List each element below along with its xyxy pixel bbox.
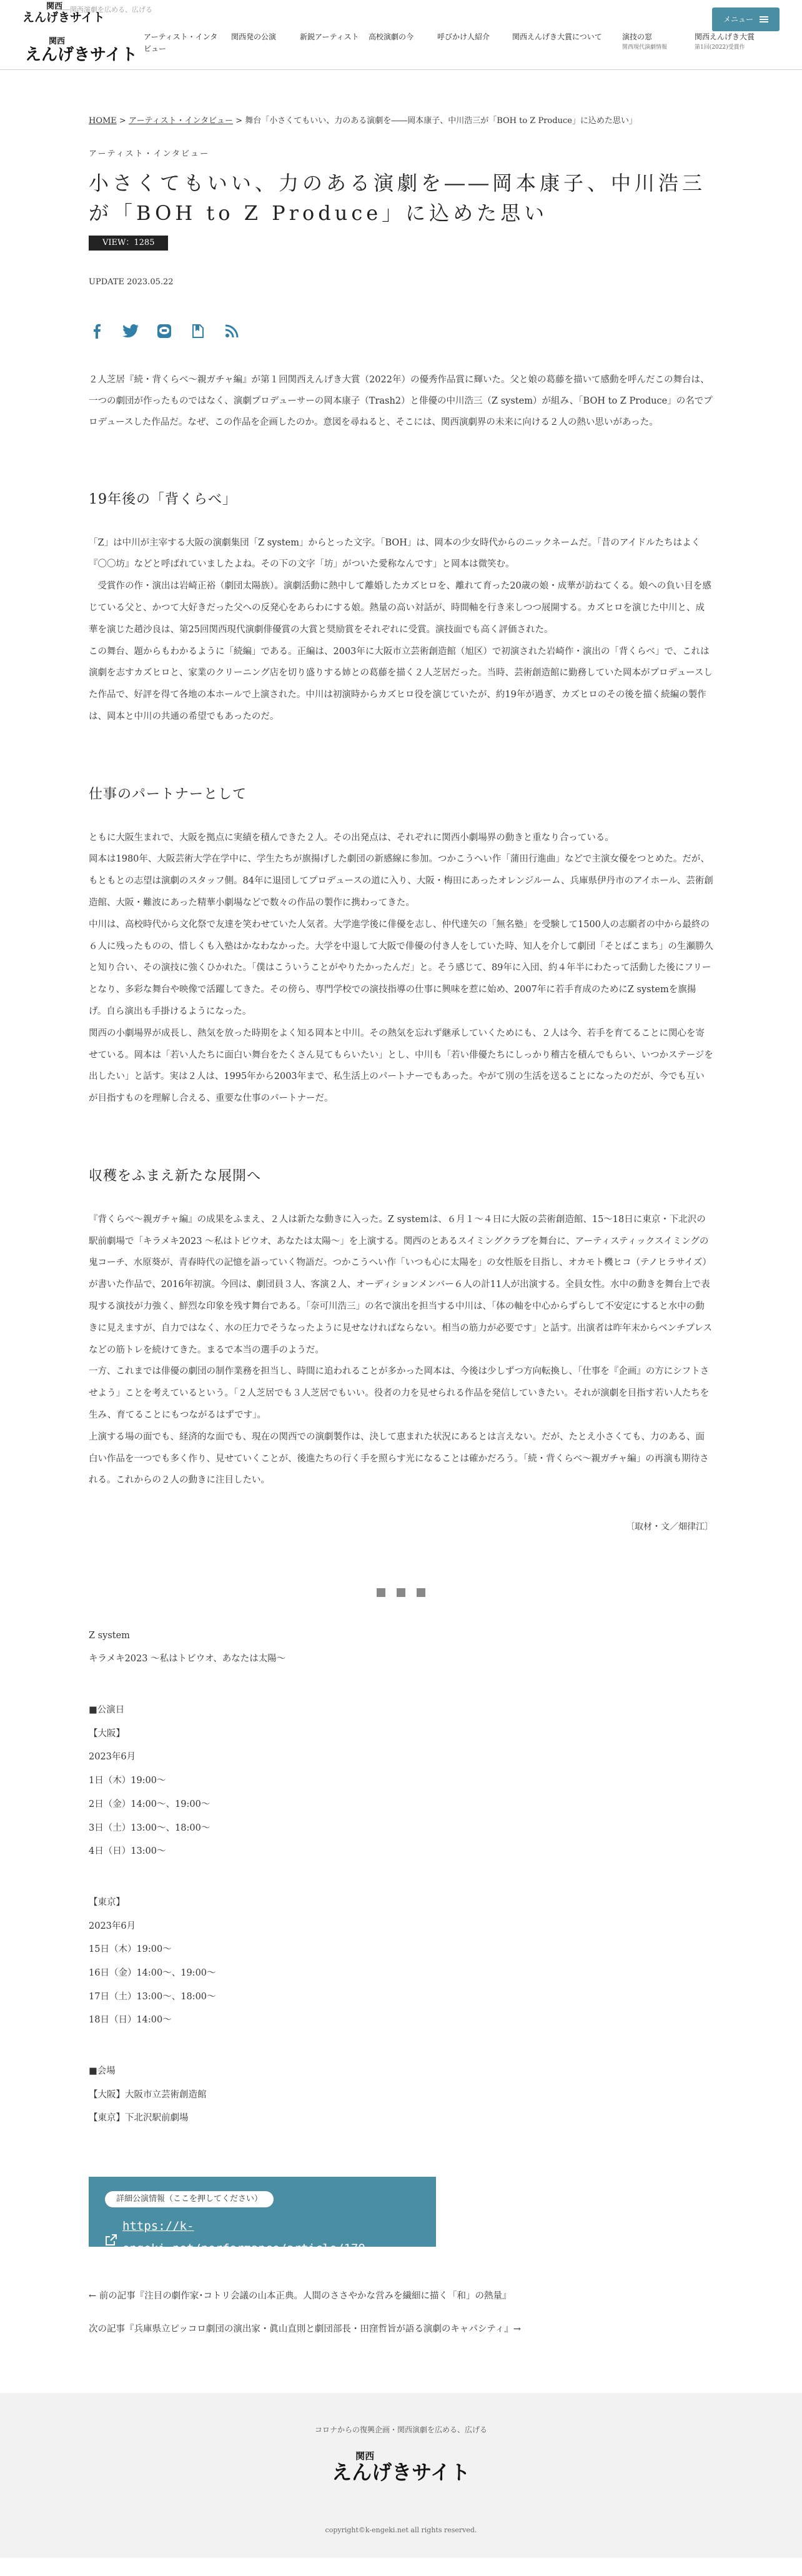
- paragraph: 関西の小劇場界が成長し、熱気を放った時期をよく知る岡本と中川。その熱気を忘れず継承していくためにも、２人は今、若手を育てることに関心を寄せている。岡本は「若い人たちに面白い舞台をたくさん見てもらいたい」とし、中川も「若い俳優たちにしっかり稽古を積んでもらい、いつかステージを出したい」と話す。実は２人は、1995年から2003年まで、私生活上のパートナーでもあった。やがて別の生活を送ることになったのだが、今でも互いが目指すものを理解し合える、重要な仕事のパートナーだ。: [89, 1028, 713, 1104]
- logo-top-big-text: えんげきサイト: [22, 11, 105, 25]
- hamburger-icon: [760, 16, 768, 22]
- paragraph: 岡本は1980年、大阪芸術大学在学中に、学生たちが旗揚げした劇団の新感線に参加。つかこうへい作「蒲田行進曲」などで主演女優をつとめた。だが、もともとの志望は演劇のスタッフ側。84年に退団してプロデュースの道に入り、大阪・梅田にあったオレンジルーム、兵庫県伊丹市のアイホール、芸術創造館、大阪・難波にあった精華小劇場などで数々の作品の製作に携わってきた。: [89, 854, 713, 908]
- divider-dot: [417, 1588, 425, 1597]
- info-date: 2日（金）14:00～、19:00～: [89, 1799, 210, 1809]
- paragraph: 中川は、高校時代から文化祭で友達を笑わせていた人気者。大学進学後に俳優を志し、仲代達矢の「無名塾」を受験して1500人の志願者の中から最終の６人に残ったものの、惜しくも入塾はかなわなかった。大学を中退して大阪で俳優の付き人をしていた時、知人を介して劇団「そとばこまち」の生瀬勝久と知り合い、その演技に強くひかれた。「僕はこういうことがやりたかったんだ」と。そう感じて、89年に入団、約４年半にわたって活動した後にフリーとなり、多彩な舞台や映像で活躍してきた。その傍ら、専門学校での演技指導の仕事に興味を惹に始め、2007年に若手育成のためにZ systemを旗揚げ。自ら演出も手掛けるようになった。: [89, 919, 713, 1017]
- info-osaka-label: 【大阪】: [89, 1728, 125, 1739]
- nav-item-callers[interactable]: 呼びかけ人紹介: [437, 32, 490, 41]
- paragraph: 一方、これまでは俳優の劇団の制作業務を担当し、時間に追われることが多かった岡本は、今後は少しずつ方向転換し、「仕事を『企画』の方にシフトさせよう」ことを考えているという。「２人芝居でも３人芝居でもいい。役者の力を見せられる作品を発信していきたい。それが演劇を目指す若い人たちを生み、育てることにもつながるはずです」。: [89, 1366, 710, 1420]
- menu-button-label: メニュー: [723, 14, 753, 24]
- detail-link-url: https://k-engeki.net/performance/article/179: [122, 2219, 365, 2256]
- nav-item-high-school-drama[interactable]: 高校演劇の今: [369, 32, 414, 41]
- footer-logo-small: 関西: [355, 2450, 375, 2462]
- footer-logo-big: えんげきサイト: [332, 2460, 470, 2484]
- info-date: 18日（日）14:00～: [89, 2015, 172, 2026]
- prev-article-link[interactable]: ← 前の記事『注目の劇作家･コトリ会議の山本正典。人間のささやかな営みを繊細に描く「和」の熱量』: [89, 2291, 512, 2302]
- rss-icon[interactable]: [224, 323, 240, 339]
- article-title: 小さくてもいい、力のある演劇を――岡本康子、中川浩三が「BOH to Z Produce」に込めた思い: [89, 171, 706, 226]
- paragraph: 受賞作の作・演出は岩崎正裕（劇団太陽族）。演劇活動に熱中して離婚したカズヒロを、離れて育った20歳の娘・成華が訪ねてくる。娘への負い目を感じている父と、かつて大好きだった父への反発心をあらわにする娘。熱量の高い対話が、時間軸を行き来しつつ展開する。カズヒロを演じた中川と、成華を演じた趙沙良は、第25回関西現代演劇俳優賞の大賞と奨励賞をそれぞれに受賞。演技面でも高く評価された。: [89, 581, 711, 635]
- section-body: [89, 827, 713, 1110]
- header-tagline: ――関西演劇を広める、広げる: [56, 6, 152, 14]
- update-date: UPDATE 2023.05.22: [89, 277, 174, 287]
- global-nav: [144, 31, 763, 55]
- nav-item-interview[interactable]: アーティスト・インタビュー: [144, 32, 218, 54]
- paragraph: 「Z」は中川が主宰する大阪の演劇集団「Z system」からとった文字。「BOH」は、岡本の少女時代からのニックネームだ。「昔のアイドルたちはよく『〇〇坊』などと呼ばれていましたよね。その下の文字「坊」がついた愛称なんです」と岡本は微笑む。: [89, 537, 701, 570]
- nav-item-new-artists[interactable]: 新鋭アーティスト: [300, 32, 359, 41]
- breadcrumb-home[interactable]: HOME: [89, 116, 117, 126]
- breadcrumb: HOME > アーティスト・インタビュー > 舞台「小さくてもいい、力のある演劇を――岡本康子、中川浩三が「BOH to Z Produce」に込めた思い」: [89, 116, 637, 126]
- detail-info-button[interactable]: 詳細公演情報（ここを押してください）: [105, 2191, 274, 2207]
- breadcrumb-current: 舞台「小さくてもいい、力のある演劇を――岡本康子、中川浩三が「BOH to Z Produce」に込めた思い」: [245, 116, 637, 126]
- paragraph: 上演する場の面でも、経済的な面でも、現在の関西での演劇製作は、決して恵まれた状況にあるとは言えない。だが、たとえ小さくても、力のある、面白い作品を一つでも多く作り、見せていくことが、後進たちの行く手を照らす光になることは確かだろう。「続・背くらべ～親ガチャ編」の再演も期待される。これからの２人の動きに注目したい。: [89, 1431, 709, 1486]
- section-heading: 仕事のパートナーとして: [89, 786, 247, 802]
- bookmark-icon[interactable]: [190, 323, 206, 339]
- section-heading: 収穫をふまえ新たな展開へ: [89, 1168, 262, 1184]
- menu-button[interactable]: [712, 7, 780, 31]
- copyright: copyright©k-engeki.net all rights reserved.: [325, 2525, 477, 2534]
- info-date: 1日（木）19:00～: [89, 1776, 166, 1786]
- twitter-icon[interactable]: [122, 323, 139, 339]
- article-main: [0, 114, 802, 2337]
- article-credit: 〔取材・文／畑律江〕: [626, 1522, 713, 1533]
- article-lead: ２人芝居『続・背くらべ～親ガチャ編』が第１回関西えんげき大賞（2022年）の優秀作品賞に輝いた。父と娘の葛藤を描いて感動を呼んだこの舞台は、一つの劇団が作ったものではなく、演劇プロデューサーの岡本康子（Trash2）と俳優の中川浩三（Z system）が組み、「BOH to Z Produce」の名でプロデュースした作品だ。なぜ、この作品を企画したのか。意図を尋ねると、そこには、関西演劇界の未来に向ける２人の熱い思いがあった。: [89, 374, 713, 427]
- external-link-icon: [105, 2231, 117, 2244]
- logo-small-text: 関西: [49, 37, 66, 46]
- logo-top-small-text: 関西: [46, 2, 63, 11]
- info-play: キラメキ2023 ～私はトビウオ、あなたは太陽～: [89, 1654, 286, 1664]
- facebook-icon[interactable]: [89, 323, 105, 339]
- divider-dot: [397, 1588, 405, 1597]
- next-article-link[interactable]: 次の記事『兵庫県立ピッコロ劇団の演出家・眞山直則と劇団部長・田窪哲旨が語る演劇のキャパシティ』→: [89, 2324, 521, 2335]
- info-tokyo-label: 【東京】: [89, 1897, 125, 1907]
- section-body: [89, 1209, 713, 1491]
- nav-item-kansai-performances[interactable]: 関西発の公演: [231, 32, 277, 41]
- detail-info-link[interactable]: [105, 2215, 420, 2260]
- logo-big-text: えんげきサイト: [25, 46, 138, 65]
- paragraph: 『背くらべ～親ガチャ編』の成果をふまえ、２人は新たな動きに入った。Z systemは、６月１～４日に大阪の芸術創造館、15～18日に東京・下北沢の駅前劇場で「キラメキ2023 ～私はトビウオ、あなたは太陽～」を上演する。関西のとあるスイミングクラブを舞台に、アーティスティックスイミングの鬼コーチ、水原葵が、青春時代の記憶を語っていく物語だ。つかこうへい作「いつも心に太陽を」の女性版を目指し、オカモト機ヒコ（テノヒラサイズ）が書いた作品で、2016年初演。今回は、劇団員３人、客演２人、オーディションメンバー６人の計11人が出演する。全員女性。水中の動きを舞台上で表現する演技が力強く、鮮烈な印象を残す舞台である。「奈可川浩三」の名で演出を担当する中川は、「体の軸を中心からずらして不安定にすると水中の動きに見えますが、自力ではなく、水の圧力でそうなったように見せなければならない。相当の筋力が必要です」と話す。出演者は昨年末からベンチプレスなどの筋トレを続けてきた。まるで本当の選手のようだ。: [89, 1214, 713, 1355]
- performance-info: [89, 1624, 713, 2131]
- info-venue-heading: ■会場: [89, 2066, 116, 2077]
- paragraph: ともに大阪生まれで、大阪を拠点に実績を積んできた２人。その出発点は、それぞれに関西小劇場界の動きと重なり合っている。: [89, 832, 614, 843]
- paragraph: この舞台、題からもわかるように「続編」である。正編は、2003年に大阪市立芸術創造館（旭区）で初演された岩崎作・演出の「背くらべ」で、これは演劇を志すカズヒロと、家業のクリーニング店を切り盛りする姉との葛藤を描く２人芝居だった。当時、芸術創造館に勤務していた岡本がプロデュースした作品で、好評を得て各地の本ホールで上演された。中川は初演時からカズヒロ役を演じていたが、約19年が過ぎ、カズヒロのその後を描く続編の製作は、岡本と中川の共通の希望でもあったのだ。: [89, 646, 713, 722]
- divider-dot: [377, 1588, 385, 1597]
- site-footer: [0, 2393, 802, 2558]
- info-date: 15日（木）19:00～: [89, 1944, 172, 1955]
- info-date: 16日（金）14:00～、19:00～: [89, 1967, 216, 1978]
- site-header: [0, 0, 802, 70]
- view-count-badge: VIEW：1285: [89, 236, 168, 251]
- section-heading: 19年後の「背くらべ」: [89, 491, 237, 507]
- info-venue: 【東京】下北沢駅前劇場: [89, 2113, 189, 2124]
- article-category: アーティスト・インタビュー: [89, 149, 210, 159]
- breadcrumb-category[interactable]: アーティスト・インタビュー: [128, 116, 234, 126]
- info-tokyo-month: 2023年6月: [89, 1921, 136, 1931]
- footer-tagline: コロナからの復興企画・関西演劇を広める、広げる: [314, 2425, 487, 2435]
- detail-info-box: [89, 2177, 436, 2256]
- info-date: 3日（土）13:00～、18:00～: [89, 1823, 210, 1833]
- section-divider: [89, 1588, 713, 1597]
- info-date: 4日（日）13:00～: [89, 1846, 166, 1857]
- nav-item-acting-window[interactable]: 演技の窓 関西現代演劇情報: [622, 32, 668, 51]
- site-logo[interactable]: [25, 37, 137, 64]
- info-group: Z system: [89, 1630, 130, 1641]
- line-icon[interactable]: [156, 323, 172, 339]
- info-venue: 【大阪】大阪市立芸術創造館: [89, 2089, 207, 2100]
- nav-item-award-winners[interactable]: 関西えんげき大賞 第1回(2022)受賞作: [695, 32, 755, 51]
- info-schedule-heading: ■公演日: [89, 1705, 125, 1716]
- article-pager: [89, 2289, 713, 2337]
- info-date: 17日（土）13:00～、18:00～: [89, 1991, 216, 2002]
- nav-item-award-about[interactable]: 関西えんげき大賞について: [512, 32, 602, 41]
- section-body: [89, 532, 713, 728]
- info-osaka-month: 2023年6月: [89, 1752, 136, 1763]
- footer-logo[interactable]: [332, 2451, 470, 2484]
- share-buttons: [89, 323, 713, 339]
